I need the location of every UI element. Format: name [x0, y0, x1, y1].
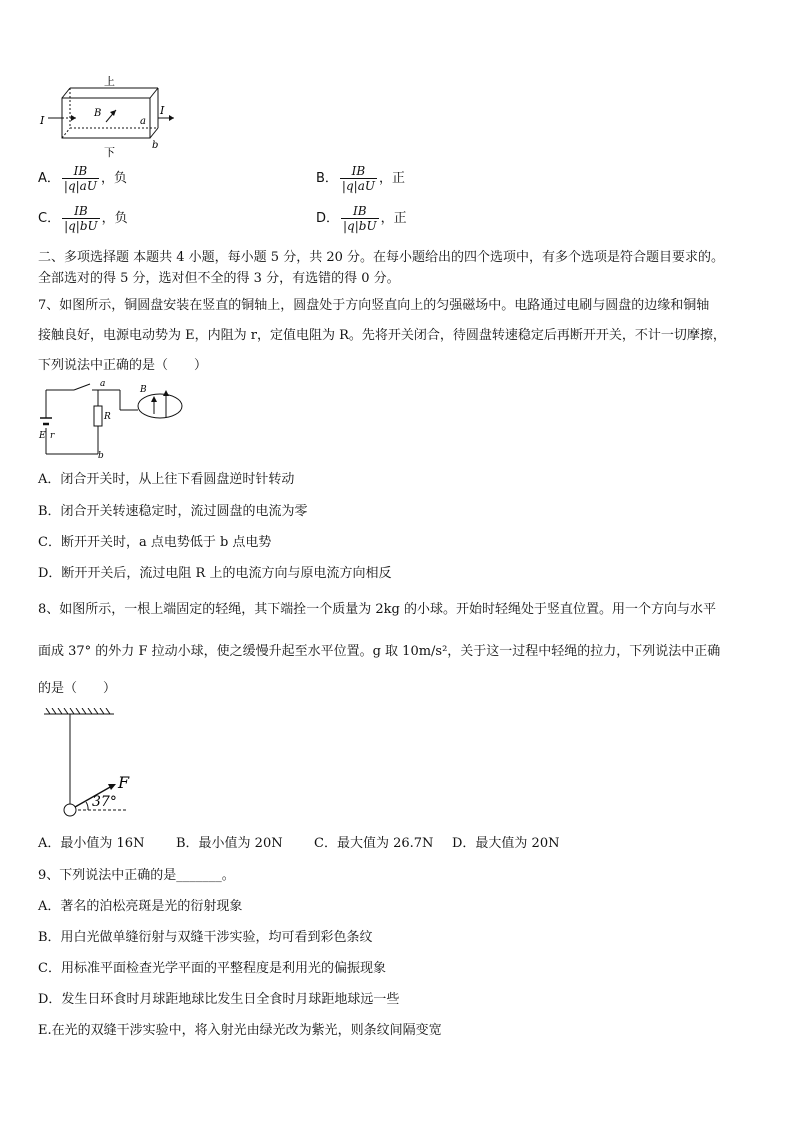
section-header-line1: 二、多项选择题 本题共 4 小题，每小题 5 分，共 20 分。在每小题给出的四个选项中，有多个选项是符合题目要求的。 — [38, 250, 725, 265]
q6-option-b[interactable] — [316, 164, 405, 193]
sign: ，负 — [100, 171, 127, 186]
option-label: C． — [38, 211, 61, 226]
q8-option-a[interactable]: A．最小值为 16N — [38, 836, 145, 851]
label-B: B — [140, 385, 147, 395]
q7-option-c[interactable]: C．断开开关时，a 点电势低于 b 点电势 — [38, 535, 272, 550]
label-r: r — [50, 431, 55, 441]
q8-option-d[interactable]: D．最大值为 20N — [452, 836, 560, 851]
q6-option-c[interactable] — [38, 204, 128, 233]
q7-stem-line3: 下列说法中正确的是（ ） — [38, 358, 208, 373]
label-angle: 37° — [92, 794, 117, 810]
label-R: R — [104, 412, 111, 422]
q8-stem-line2: 面成 37° 的外力 F 拉动小球，使之缓慢升起至水平位置。g 取 10m/s²，关于这一过程中轻绳的拉力，下列说法中正确 — [38, 644, 721, 659]
q8-option-b[interactable]: B．最小值为 20N — [176, 836, 283, 851]
copper-disc-circuit-figure — [36, 376, 196, 458]
label-current-right: I — [160, 104, 165, 117]
option-label: B． — [316, 171, 338, 186]
q8-option-c[interactable]: C．最大值为 26.7N — [314, 836, 434, 851]
q7-stem-line1: 7、如图所示，铜圆盘安装在竖直的铜轴上，圆盘处于方向竖直向上的匀强磁场中。电路通过电刷与圆盘的边缘和铜轴 — [38, 298, 710, 313]
sign: ，负 — [101, 211, 128, 226]
q9-stem: 9、下列说法中正确的是_______。 — [38, 868, 235, 883]
label-F: F — [118, 773, 130, 792]
q9-option-a[interactable]: A．著名的泊松亮斑是光的衍射现象 — [38, 899, 243, 914]
fraction: $\frac{IB}{|q|aU}$ — [341, 164, 375, 193]
label-bottom: 下 — [104, 146, 115, 159]
fraction: $\frac{IB}{|q|aU}$ — [63, 164, 97, 193]
label-b: b — [98, 451, 104, 458]
fraction: $\frac{IB}{|q|bU}$ — [343, 204, 377, 233]
option-label: D． — [316, 211, 340, 226]
q9-option-b[interactable]: B．用白光做单缝衍射与双缝干涉实验，均可看到彩色条纹 — [38, 930, 373, 945]
option-label: A． — [38, 171, 60, 186]
label-a: a — [100, 379, 106, 389]
q7-option-a[interactable]: A．闭合开关时，从上往下看圆盘逆时针转动 — [38, 472, 295, 487]
q9-option-e[interactable]: E.在光的双缝干涉实验中，将入射光由绿光改为紫光，则条纹间隔变宽 — [38, 1023, 442, 1038]
label-top: 上 — [104, 76, 115, 88]
q8-stem-line3: 的是（ ） — [38, 681, 117, 696]
label-B: B — [94, 108, 102, 119]
sign: ，正 — [380, 211, 407, 226]
sign: ，正 — [378, 171, 405, 186]
section-header-line2: 全部选对的得 5 分，选对但不全的得 3 分，有选错的得 0 分。 — [38, 271, 400, 286]
label-E: E — [39, 431, 46, 441]
q8-stem-line1: 8、如图所示，一根上端固定的轻绳，其下端拴一个质量为 2kg 的小球。开始时轻绳处于竖直位置。用一个方向与水平 — [38, 602, 717, 617]
q9-option-d[interactable]: D．发生日环食时月球距地球比发生日全食时月球距地球远一些 — [38, 992, 400, 1007]
q6-option-a[interactable] — [38, 164, 127, 193]
q7-option-d[interactable]: D．断开开关后，流过电阻 R 上的电流方向与原电流方向相反 — [38, 566, 392, 581]
q7-stem-line2: 接触良好，电源电动势为 E，内阻为 r，定值电阻为 R。先将开关闭合，待圆盘转速稳定后再断开开关，不计一切摩擦， — [38, 328, 726, 343]
rope-ball-figure — [38, 708, 148, 820]
hall-effect-figure — [36, 76, 176, 162]
label-b: b — [152, 140, 159, 151]
q6-option-d[interactable] — [316, 204, 407, 233]
label-a: a — [140, 116, 146, 127]
label-current-left: I — [40, 114, 45, 127]
fraction: $\frac{IB}{|q|bU}$ — [64, 204, 98, 233]
q7-option-b[interactable]: B．闭合开关转速稳定时，流过圆盘的电流为零 — [38, 504, 308, 519]
q9-option-c[interactable]: C．用标准平面检查光学平面的平整程度是利用光的偏振现象 — [38, 961, 386, 976]
